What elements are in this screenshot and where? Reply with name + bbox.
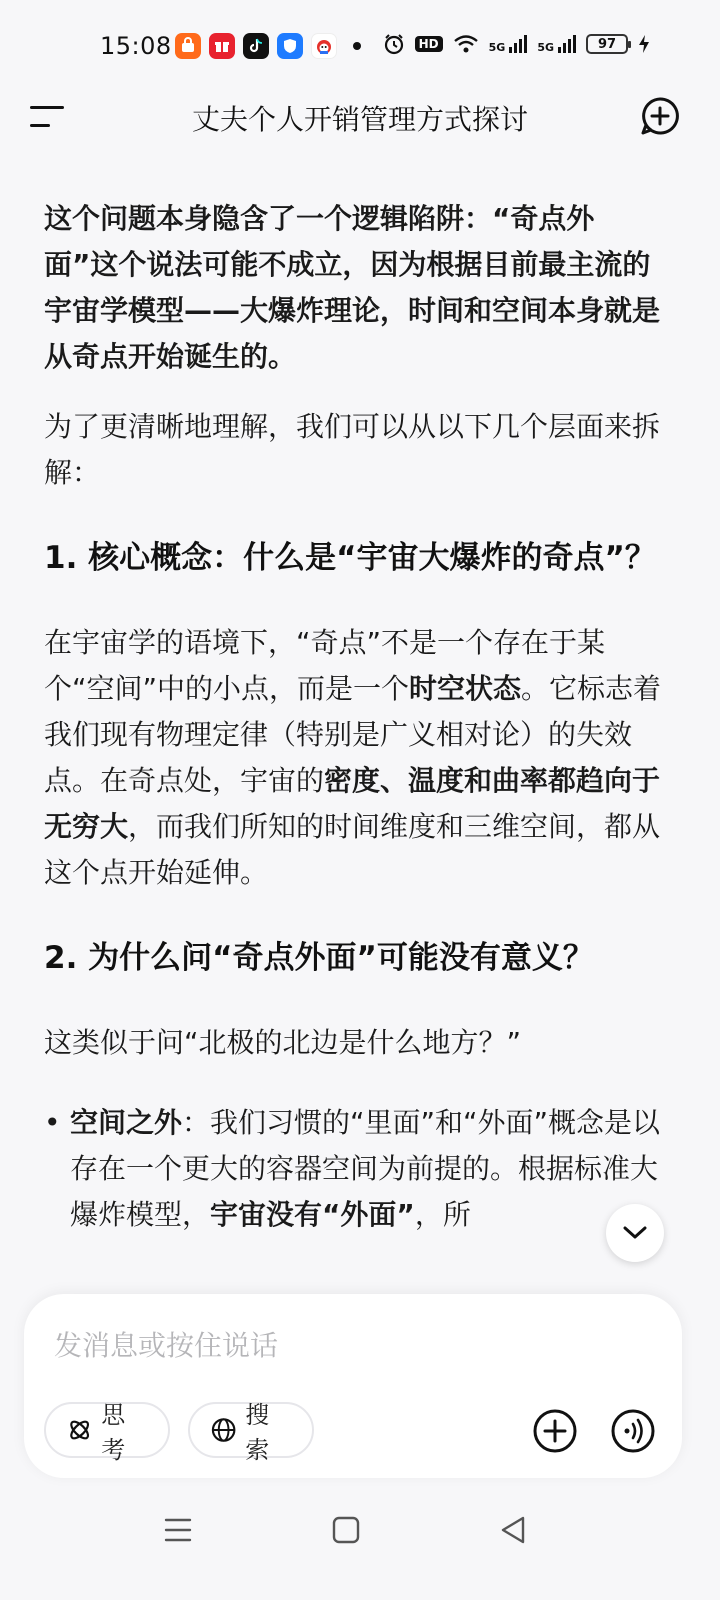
- conversation-title: 丈夫个人开销管理方式探讨: [191, 103, 528, 136]
- tiktok-app-icon: [243, 33, 269, 59]
- system-icons: [383, 33, 650, 55]
- status-bar: [0, 0, 720, 92]
- message-content: [44, 196, 664, 1238]
- message-input[interactable]: 发消息或按住说话: [54, 1329, 279, 1362]
- section1-paragraph: 在宇宙学的语境下，“奇点”不是一个存在于某个“空间”中的小点，而是一个时空状态。它标志着我们现有物理定律（特别是广义相对论）的失效点。在奇点处，宇宙的密度、温度和曲率都趋向于无穷大，而我们所知的时间维度和三维空间，都从这个点开始延伸。: [44, 626, 662, 889]
- input-panel: [24, 1294, 682, 1478]
- charging-icon: [638, 34, 650, 54]
- voice-wave-icon: [610, 1408, 656, 1454]
- top-bar: [0, 88, 720, 144]
- think-label: 思考: [101, 1401, 126, 1464]
- bullet-item: • 空间之外：我们习惯的“里面”和“外面”概念是以存在一个更大的容器空间为前提的。根据标准大爆炸模型，宇宙没有“外面”，所: [44, 1100, 664, 1238]
- back-button[interactable]: [496, 1512, 536, 1552]
- search-label: 搜索: [245, 1401, 270, 1464]
- think-toggle[interactable]: [44, 1401, 170, 1464]
- status-time: 15:08: [100, 32, 172, 60]
- hd-icon: HD: [415, 36, 443, 52]
- search-toggle[interactable]: [188, 1401, 314, 1464]
- shield-app-icon: [277, 33, 303, 59]
- lead-paragraph: 为了更清晰地理解，我们可以从以下几个层面来拆解：: [44, 410, 661, 489]
- signal-5g-icon: 5G: [489, 35, 528, 53]
- battery-indicator: 97: [586, 34, 628, 54]
- section-heading-1: 1. 核心概念：什么是“宇宙大爆炸的奇点”？: [44, 540, 656, 576]
- shopping-app-icon: [175, 33, 201, 59]
- back-triangle-icon: [496, 1512, 532, 1548]
- atom-icon: [66, 1416, 93, 1444]
- chevron-down-icon: [622, 1225, 648, 1241]
- intro-paragraph: 这个问题本身隐含了一个逻辑陷阱：“奇点外面”这个说法可能不成立，因为根据目前最主流的宇宙学模型——大爆炸理论，时间和空间本身就是从奇点开始诞生的。: [44, 202, 661, 373]
- section2-paragraph: 这类似于问“北极的北边是什么地方？”: [44, 1026, 522, 1059]
- scroll-to-bottom-button[interactable]: [606, 1204, 664, 1262]
- home-button[interactable]: [328, 1512, 368, 1552]
- mascot-app-icon: [311, 33, 337, 59]
- square-home-icon: [328, 1512, 364, 1548]
- alarm-icon: [383, 33, 405, 55]
- plus-circle-icon: [532, 1408, 578, 1454]
- gift-app-icon: [209, 33, 235, 59]
- wifi-icon: [453, 34, 479, 54]
- notification-icons: [175, 33, 361, 59]
- new-chat-icon: [640, 96, 680, 136]
- more-notifications-dot: [353, 42, 361, 50]
- section-heading-2: 2. 为什么问“奇点外面”可能没有意义？: [44, 940, 594, 976]
- add-attachment-button[interactable]: [532, 1408, 578, 1454]
- globe-icon: [210, 1416, 237, 1444]
- new-chat-button[interactable]: [640, 96, 680, 136]
- system-navigation-bar: [0, 1500, 720, 1600]
- signal-5g-icon-2: 5G: [537, 35, 576, 53]
- recents-button[interactable]: [160, 1512, 200, 1552]
- voice-input-button[interactable]: [610, 1408, 656, 1454]
- menu-lines-icon: [160, 1512, 196, 1548]
